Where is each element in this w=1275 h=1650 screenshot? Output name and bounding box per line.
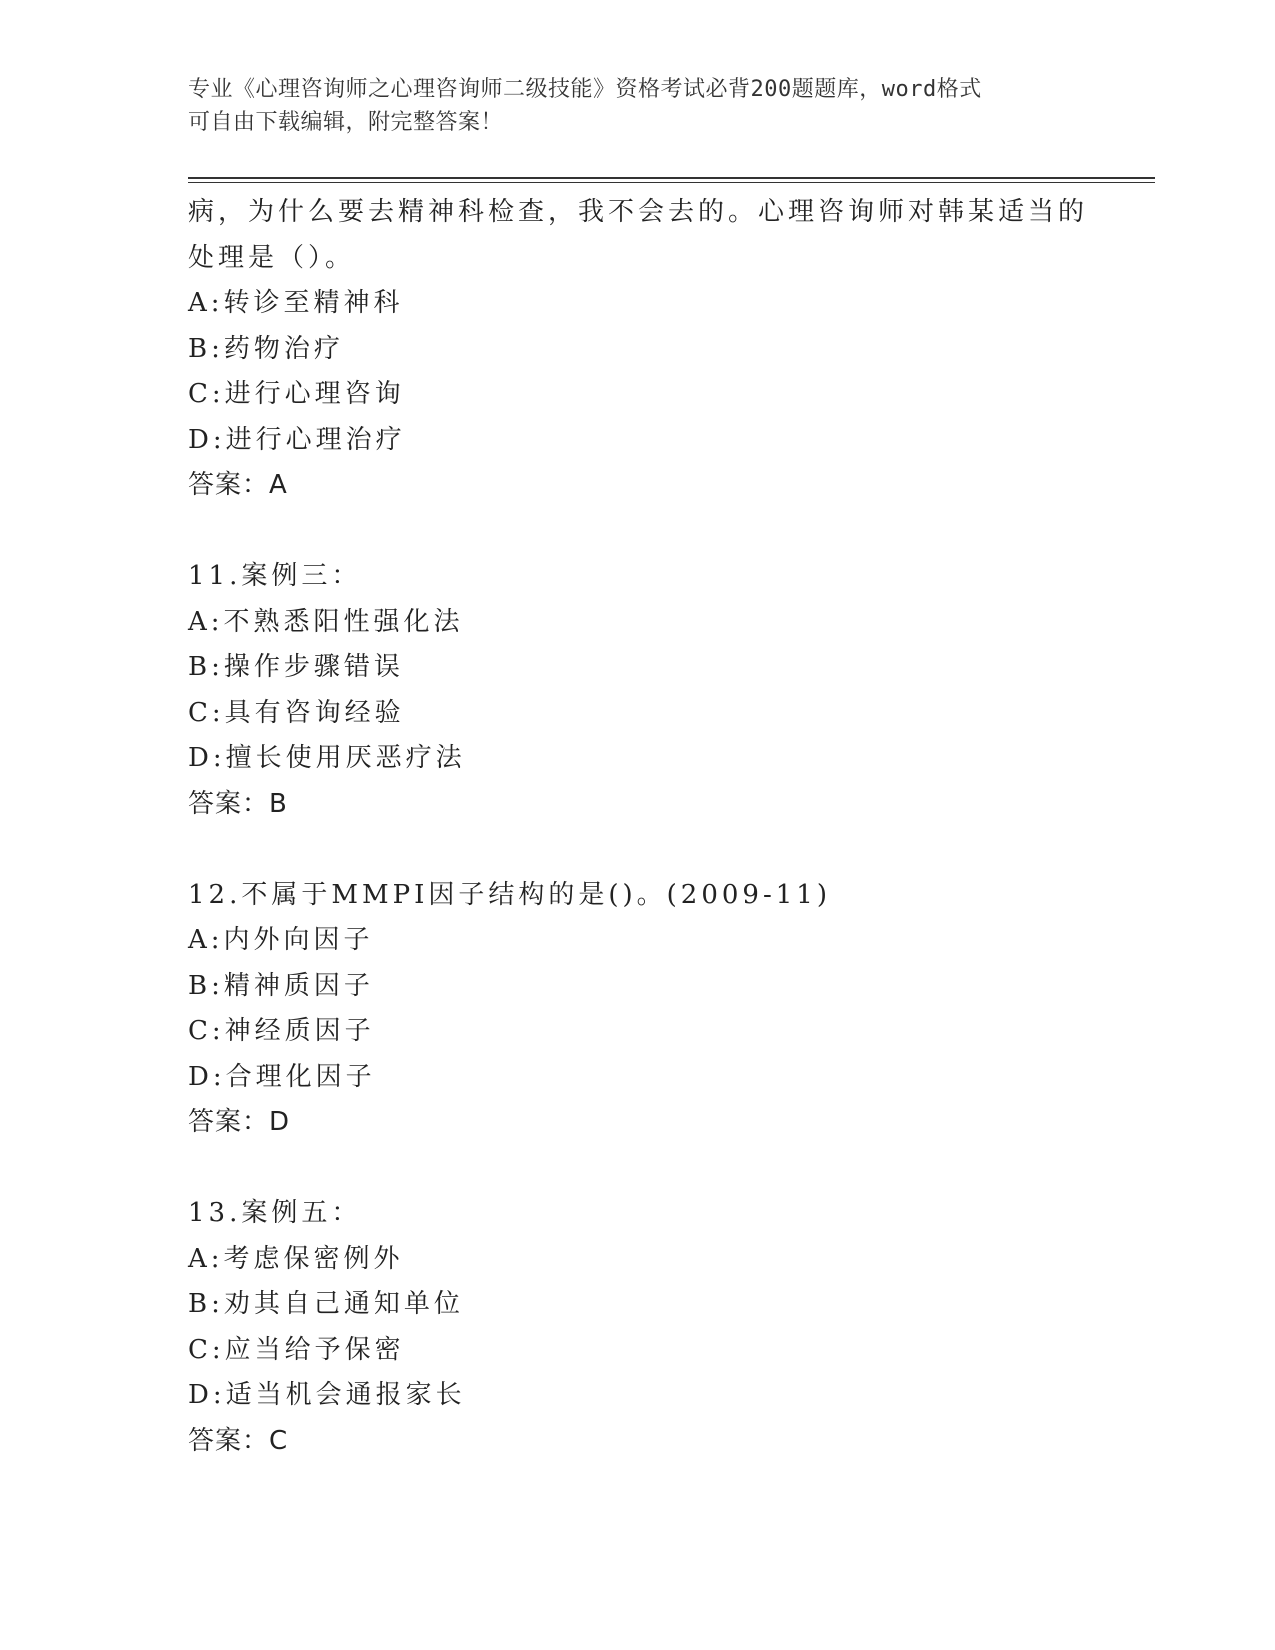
spacer: [188, 827, 1148, 873]
option-a: A:内外向因子: [188, 925, 374, 955]
option-c: C:进行心理咨询: [188, 379, 405, 409]
question-block-12: [188, 873, 1148, 1146]
option-a: A:转诊至精神科: [188, 288, 404, 318]
option-c: C:具有咨询经验: [188, 697, 405, 728]
spacer: [188, 1146, 1148, 1192]
header-line-1: 专业《心理咨询师之心理咨询师二级技能》资格考试必背200题题库，word格式: [188, 77, 982, 102]
option-b: B:操作步骤错误: [188, 652, 404, 682]
answer-label: 答案：C: [188, 1425, 289, 1456]
option-d: D:合理化因子: [188, 1061, 376, 1092]
option-a: A:不熟悉阳性强化法: [188, 606, 464, 637]
question-block-13: [188, 1191, 1148, 1464]
question-stem: 11.案例三：: [188, 561, 362, 591]
option-a: A:考虑保密例外: [188, 1243, 404, 1274]
question-block-continued: [188, 190, 1148, 509]
answer-label: 答案：D: [188, 1107, 291, 1137]
option-b: B:劝其自己通知单位: [188, 1289, 464, 1319]
header-divider-thick: [188, 177, 1155, 179]
option-c: C:神经质因子: [188, 1016, 375, 1046]
option-d: D:适当机会通报家长: [188, 1380, 466, 1410]
question-stem: 病，为什么要去精神科检查，我不会去的。心理咨询师对韩某适当的: [188, 197, 1089, 227]
header-line-2: 可自由下载编辑，附完整答案！: [188, 110, 504, 135]
document-header: [188, 73, 1088, 139]
question-block-11: [188, 554, 1148, 827]
option-d: D:进行心理治疗: [188, 424, 406, 455]
question-stem: 处理是（）。: [188, 242, 356, 273]
question-stem: 13.案例五：: [188, 1198, 362, 1228]
question-list: [188, 190, 1148, 1464]
answer-label: 答案：B: [188, 788, 288, 819]
header-divider-thin: [188, 182, 1155, 183]
option-b: B:药物治疗: [188, 333, 344, 364]
spacer: [188, 509, 1148, 555]
option-d: D:擅长使用厌恶疗法: [188, 743, 466, 773]
answer-label: 答案：A: [188, 470, 288, 500]
option-c: C:应当给予保密: [188, 1334, 405, 1365]
option-b: B:精神质因子: [188, 970, 374, 1001]
question-stem: 12.不属于MMPI因子结构的是()。(2009-11): [188, 879, 831, 910]
